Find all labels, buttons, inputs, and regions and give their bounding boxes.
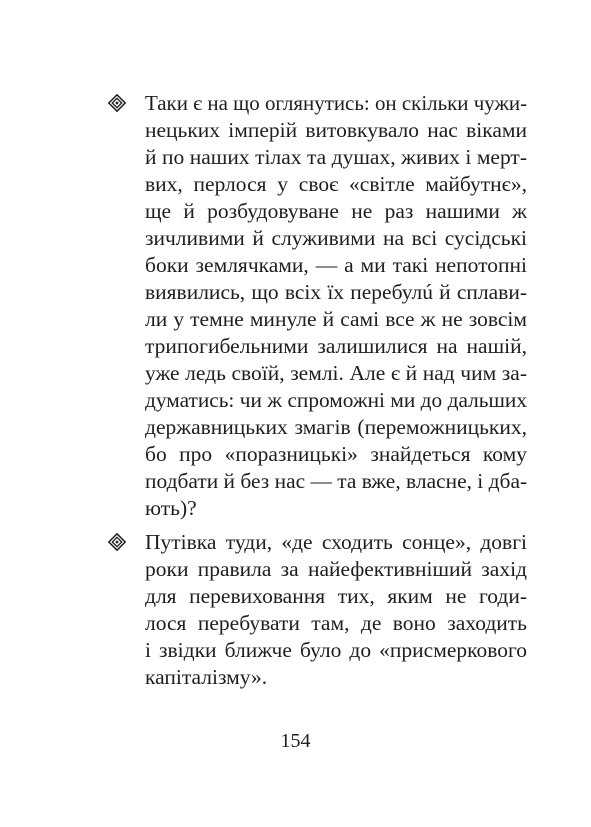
text-line: й по наших тілах та душах, живих і мерт- [145, 145, 527, 169]
text-line: виявились, що всіх їх перебулú й сплави- [145, 280, 527, 304]
text-line: роки правила за найефективніший захід [145, 557, 527, 581]
text-line: ють)? [145, 496, 197, 520]
text-line: і звідки ближче було до «присмеркового [145, 638, 527, 662]
text-line: лося перебувати там, де воно заходить [145, 611, 527, 635]
text-line: державницьких змагів (переможницьких, [145, 415, 527, 439]
diamond-bullet-icon [108, 94, 126, 112]
text-line: трипогибельними залишилися на нашій, [145, 334, 527, 358]
text-line: Путівка туди, «де сходить сонце», довгі [145, 530, 527, 554]
list-item [145, 529, 527, 691]
text-line: боки землячками, — а ми такі непотопні [145, 253, 527, 277]
entry-text [145, 90, 527, 522]
text-line: Таки є на що оглянутись: он скільки чужи- [145, 91, 528, 115]
text-line: капіталізму». [145, 665, 268, 689]
diamond-bullet-icon [108, 533, 126, 551]
text-line: вих, перлося у своє «світле майбутнє», [145, 172, 527, 196]
text-line: бо про «поразницькі» знайдеться кому [145, 442, 527, 466]
text-line: подбати й без нас — та вже, власне, і дба- [145, 469, 528, 493]
text-line: уже ледь своїй, землі. Але є й над чим за- [145, 361, 527, 385]
text-line: думатись: чи ж спроможні ми до дальших [145, 388, 527, 412]
text-line: ще й розбудовуване не раз нашими ж [145, 199, 527, 223]
text-line: зичливими й служивими на всі сусідські [145, 226, 527, 250]
text-line: для перевиховання тих, яким не годи- [145, 584, 527, 608]
text-line: нецьких імперій витовкувало нас віками [145, 118, 527, 142]
entry-text [145, 529, 527, 691]
page-number: 154 [280, 730, 311, 752]
list-item [145, 90, 527, 522]
text-line: ли у темне минуле й самі все ж не зовсім [145, 307, 527, 331]
